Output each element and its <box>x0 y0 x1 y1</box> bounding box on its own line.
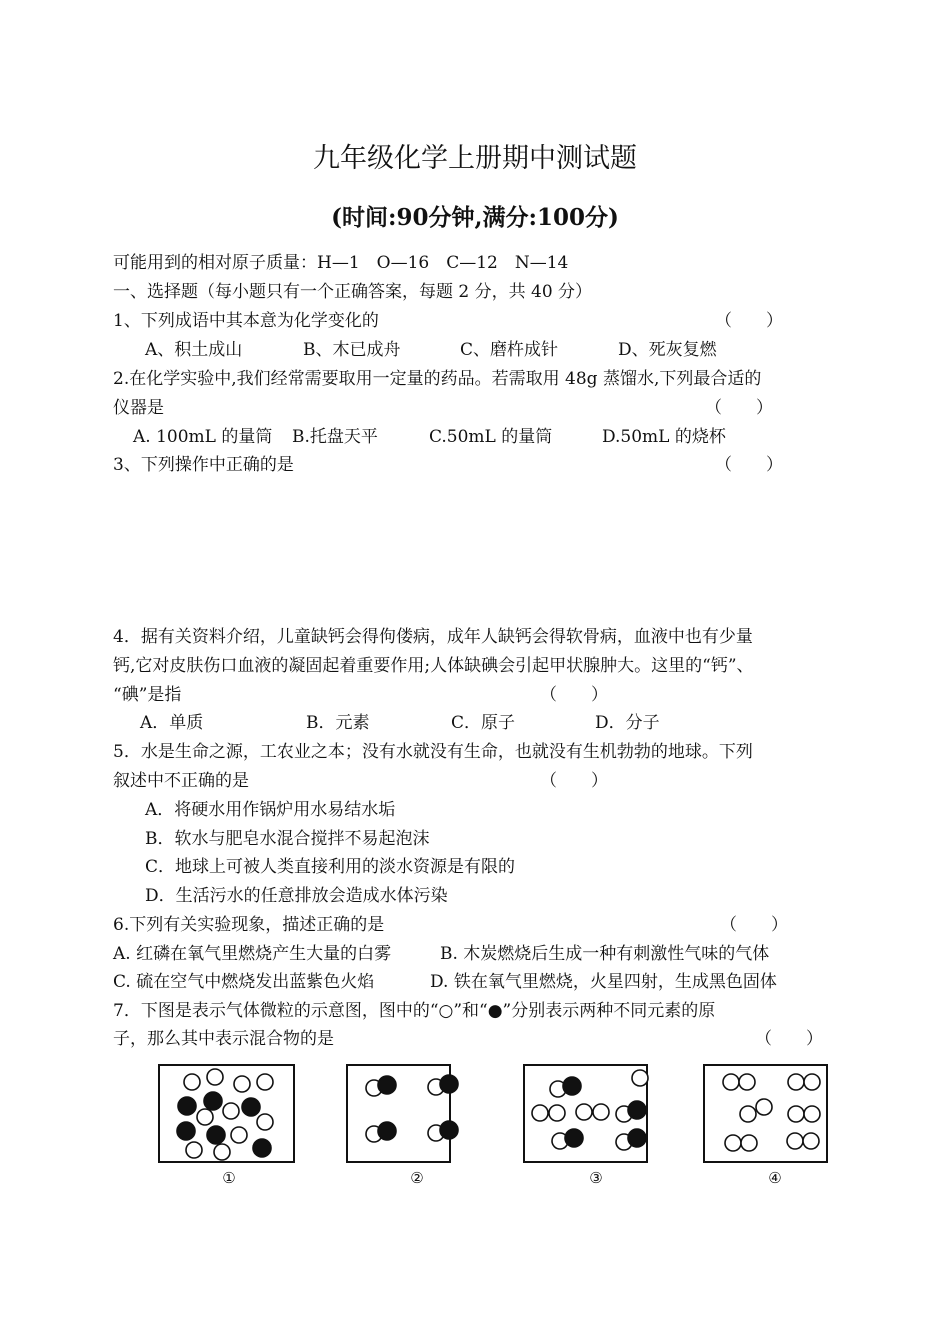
page-title: 九年级化学上册期中测试题 <box>313 143 637 174</box>
q6-option-b: B. 木炭燃烧后生成一种有刺激性气味的气体 <box>440 944 770 964</box>
box-2-particles <box>366 1075 458 1142</box>
atomic-masses: 可能用到的相对原子质量：H—1 O—16 C—12 N—14 <box>113 253 569 273</box>
q1-stem: 1、下列成语中其本意为化学变化的 <box>113 311 379 331</box>
figure-label-2: ② <box>410 1169 424 1187</box>
box-3-particles <box>532 1070 648 1150</box>
q1-option-c: C、磨杵成针 <box>460 340 559 360</box>
q2-option-a: A. 100mL 的量筒 <box>133 427 273 447</box>
q6-stem: 6.下列有关实验现象，描述正确的是 <box>113 915 385 935</box>
q2-stem-line2: 仪器是 <box>113 398 164 418</box>
section-heading: 一、选择题（每小题只有一个正确答案，每题 2 分，共 40 分） <box>113 282 593 302</box>
q1-option-a: A、积土成山 <box>145 340 243 360</box>
figure-label-1: ① <box>222 1169 236 1187</box>
q5-answer-paren: （ ） <box>540 771 608 791</box>
q4-option-d: D．分子 <box>595 713 660 733</box>
q3-stem: 3、下列操作中正确的是 <box>113 455 294 475</box>
q4-stem-line2: 钙,它对皮肤伤口血液的凝固起着重要作用;人体缺碘会引起甲状腺肿大。这里的“钙”、 <box>113 656 754 676</box>
particle-diagram <box>155 1062 875 1192</box>
q1-option-b: B、木已成舟 <box>303 340 401 360</box>
figure-label-3: ③ <box>589 1169 603 1187</box>
q7-answer-paren: （ ） <box>755 1029 823 1049</box>
q7-stem-line1: 7．下图是表示气体微粒的示意图，图中的“○”和“●”分别表示两种不同元素的原 <box>113 1001 716 1021</box>
q4-answer-paren: （ ） <box>540 685 608 705</box>
q7-stem-line2: 子，那么其中表示混合物的是 <box>113 1029 334 1049</box>
q5-stem-line1: 5．水是生命之源，工农业之本；没有水就没有生命，也就没有生机勃勃的地球。下列 <box>113 742 753 762</box>
q5-option-d: D．生活污水的任意排放会造成水体污染 <box>145 886 448 906</box>
q5-stem-line2: 叙述中不正确的是 <box>113 771 249 791</box>
q5-option-c: C．地球上可被人类直接利用的淡水资源是有限的 <box>145 857 516 877</box>
q2-option-c: C.50mL 的量筒 <box>429 427 553 447</box>
q1-answer-paren: （ ） <box>715 311 783 331</box>
q4-option-b: B．元素 <box>306 713 370 733</box>
q6-answer-paren: （ ） <box>720 915 788 935</box>
page-subtitle: (时间:90分钟,满分:100分) <box>331 204 619 231</box>
q6-option-d: D. 铁在氧气里燃烧，火星四射，生成黑色固体 <box>430 972 777 992</box>
q4-stem-line3: “碘”是指 <box>113 685 182 705</box>
box-4-particles <box>723 1074 820 1151</box>
q2-answer-paren: （ ） <box>705 398 773 418</box>
q6-option-a: A. 红磷在氧气里燃烧产生大量的白雾 <box>113 944 392 964</box>
q5-option-a: A．将硬水用作锅炉用水易结水垢 <box>145 800 396 820</box>
q1-option-d: D、死灰复燃 <box>618 340 717 360</box>
q4-stem-line1: 4．据有关资料介绍，儿童缺钙会得佝偻病，成年人缺钙会得软骨病，血液中也有少量 <box>113 627 753 647</box>
figure-label-4: ④ <box>768 1169 782 1187</box>
q3-answer-paren: （ ） <box>715 455 783 475</box>
q6-option-c: C. 硫在空气中燃烧发出蓝紫色火焰 <box>113 972 375 992</box>
box-1-particles <box>177 1069 273 1160</box>
q4-option-c: C．原子 <box>451 713 516 733</box>
q2-option-b: B.托盘天平 <box>292 427 378 447</box>
q4-option-a: A．单质 <box>140 713 204 733</box>
q5-option-b: B．软水与肥皂水混合搅拌不易起泡沫 <box>145 829 430 849</box>
q2-stem-line1: 2.在化学实验中,我们经常需要取用一定量的药品。若需取用 48g 蒸馏水,下列最合适的 <box>113 369 762 389</box>
q2-option-d: D.50mL 的烧杯 <box>602 427 726 447</box>
